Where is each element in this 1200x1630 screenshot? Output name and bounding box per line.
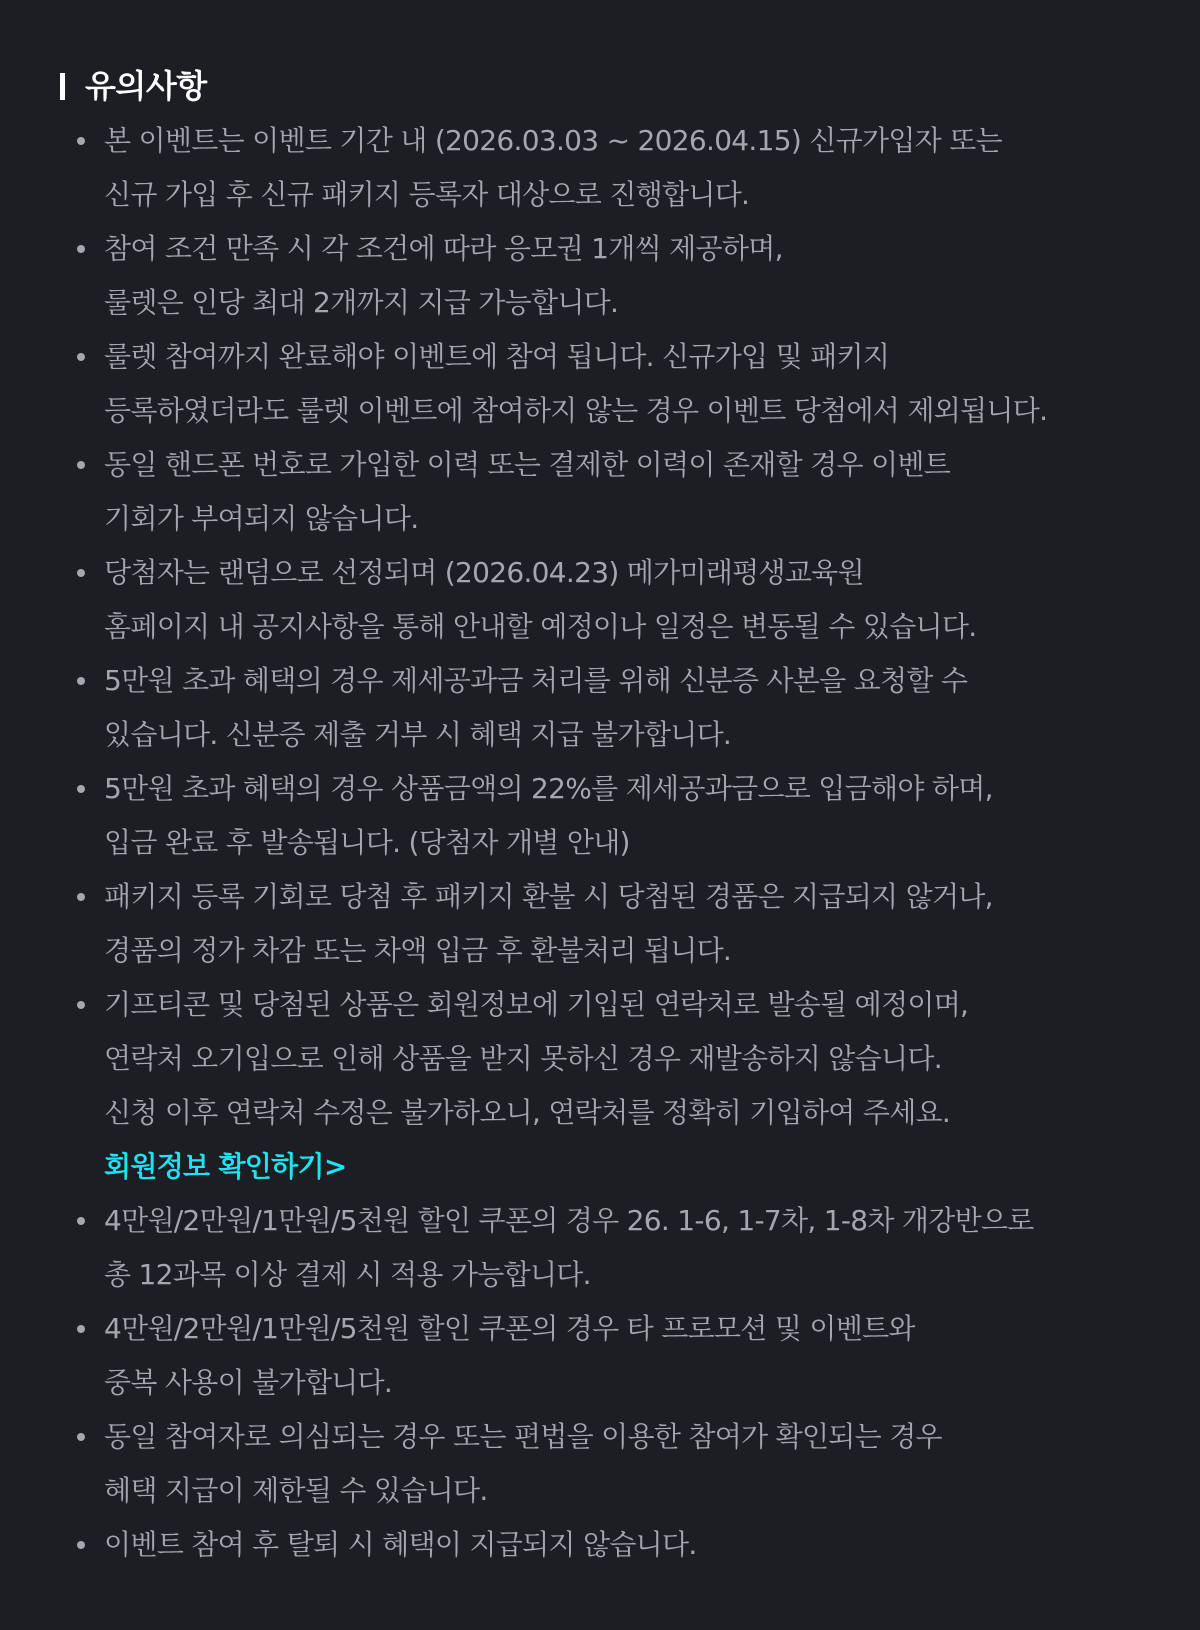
notice-line: 5만원 초과 혜택의 경우 제세공과금 처리를 위해 신분증 사본을 요청할 수 <box>104 664 968 697</box>
notice-item <box>60 546 1140 654</box>
notice-line: 5만원 초과 혜택의 경우 상품금액의 22%를 제세공과금으로 입금해야 하며, <box>104 772 993 805</box>
notice-line: 있습니다. 신분증 제출 거부 시 혜택 지급 불가합니다. <box>104 718 732 751</box>
notice-line: 등록하였더라도 룰렛 이벤트에 참여하지 않는 경우 이벤트 당첨에서 제외됩니다. <box>104 394 1048 427</box>
notice-line: 홈페이지 내 공지사항을 통해 안내할 예정이나 일정은 변동될 수 있습니다. <box>104 610 977 643</box>
bullet-icon <box>77 1541 85 1549</box>
notice-heading <box>60 62 1140 114</box>
notice-line: 참여 조건 만족 시 각 조건에 따라 응모권 1개씩 제공하며, <box>104 232 783 265</box>
notice-line: 룰렛은 인당 최대 2개까지 지급 가능합니다. <box>104 286 619 319</box>
notice-line: 동일 참여자로 의심되는 경우 또는 편법을 이용한 참여가 확인되는 경우 <box>104 1420 942 1453</box>
notice-line: 중복 사용이 불가합니다. <box>104 1366 393 1399</box>
notice-line: 동일 핸드폰 번호로 가입한 이력 또는 결제한 이력이 존재할 경우 이벤트 <box>104 448 951 481</box>
notice-item <box>60 654 1140 762</box>
notice-line: 이벤트 참여 후 탈퇴 시 혜택이 지급되지 않습니다. <box>104 1528 697 1561</box>
notice-line: 본 이벤트는 이벤트 기간 내 (2026.03.03 ~ 2026.04.15) 신규가입자 또는 <box>104 124 1002 157</box>
bullet-icon <box>77 1001 85 1009</box>
notice-line: 패키지 등록 기회로 당첨 후 패키지 환불 시 당첨된 경품은 지급되지 않거나, <box>104 880 993 913</box>
notice-item <box>60 1410 1140 1518</box>
notice-line: 신청 이후 연락처 수정은 불가하오니, 연락처를 정확히 기입하여 주세요. <box>104 1096 951 1129</box>
bullet-icon <box>77 1217 85 1225</box>
bullet-icon <box>77 1433 85 1441</box>
notice-line: 룰렛 참여까지 완료해야 이벤트에 참여 됩니다. 신규가입 및 패키지 <box>104 340 890 373</box>
member-info-check-link[interactable]: 회원정보 확인하기> <box>104 1150 347 1183</box>
notice-item <box>60 222 1140 330</box>
notice-line: 총 12과목 이상 결제 시 적용 가능합니다. <box>104 1258 591 1291</box>
notice-line: 혜택 지급이 제한될 수 있습니다. <box>104 1474 488 1507</box>
notice-line: 4만원/2만원/1만원/5천원 할인 쿠폰의 경우 26. 1-6, 1-7차, 1-8차 개강반으로 <box>104 1204 1034 1237</box>
bullet-icon <box>77 137 85 145</box>
bullet-icon <box>77 245 85 253</box>
notice-item <box>60 1194 1140 1302</box>
bullet-icon <box>77 461 85 469</box>
bullet-icon <box>77 893 85 901</box>
bullet-icon <box>77 1325 85 1333</box>
notice-item <box>60 114 1140 222</box>
notice-item <box>60 762 1140 870</box>
notice-line: 입금 완료 후 발송됩니다. (당첨자 개별 안내) <box>104 826 630 859</box>
bullet-icon <box>77 785 85 793</box>
bullet-icon <box>77 569 85 577</box>
heading-accent-bar <box>60 73 65 100</box>
notice-line: 당첨자는 랜덤으로 선정되며 (2026.04.23) 메가미래평생교육원 <box>104 556 864 589</box>
notice-line: 신규 가입 후 신규 패키지 등록자 대상으로 진행합니다. <box>104 178 750 211</box>
notice-item <box>60 330 1140 438</box>
notice-item <box>60 978 1140 1194</box>
notice-line: 연락처 오기입으로 인해 상품을 받지 못하신 경우 재발송하지 않습니다. <box>104 1042 942 1075</box>
notice-item <box>60 438 1140 546</box>
notice-item <box>60 1302 1140 1410</box>
bullet-icon <box>77 677 85 685</box>
notice-item <box>60 1518 1140 1572</box>
bullet-icon <box>77 353 85 361</box>
notice-item <box>60 870 1140 978</box>
notice-title: 유의사항 <box>85 67 207 105</box>
notice-list <box>60 114 1140 1572</box>
notice-line: 기프티콘 및 당첨된 상품은 회원정보에 기입된 연락처로 발송될 예정이며, <box>104 988 969 1021</box>
notice-line: 기회가 부여되지 않습니다. <box>104 502 419 535</box>
notice-line: 경품의 정가 차감 또는 차액 입금 후 환불처리 됩니다. <box>104 934 732 967</box>
notice-line: 4만원/2만원/1만원/5천원 할인 쿠폰의 경우 타 프로모션 및 이벤트와 <box>104 1312 915 1345</box>
